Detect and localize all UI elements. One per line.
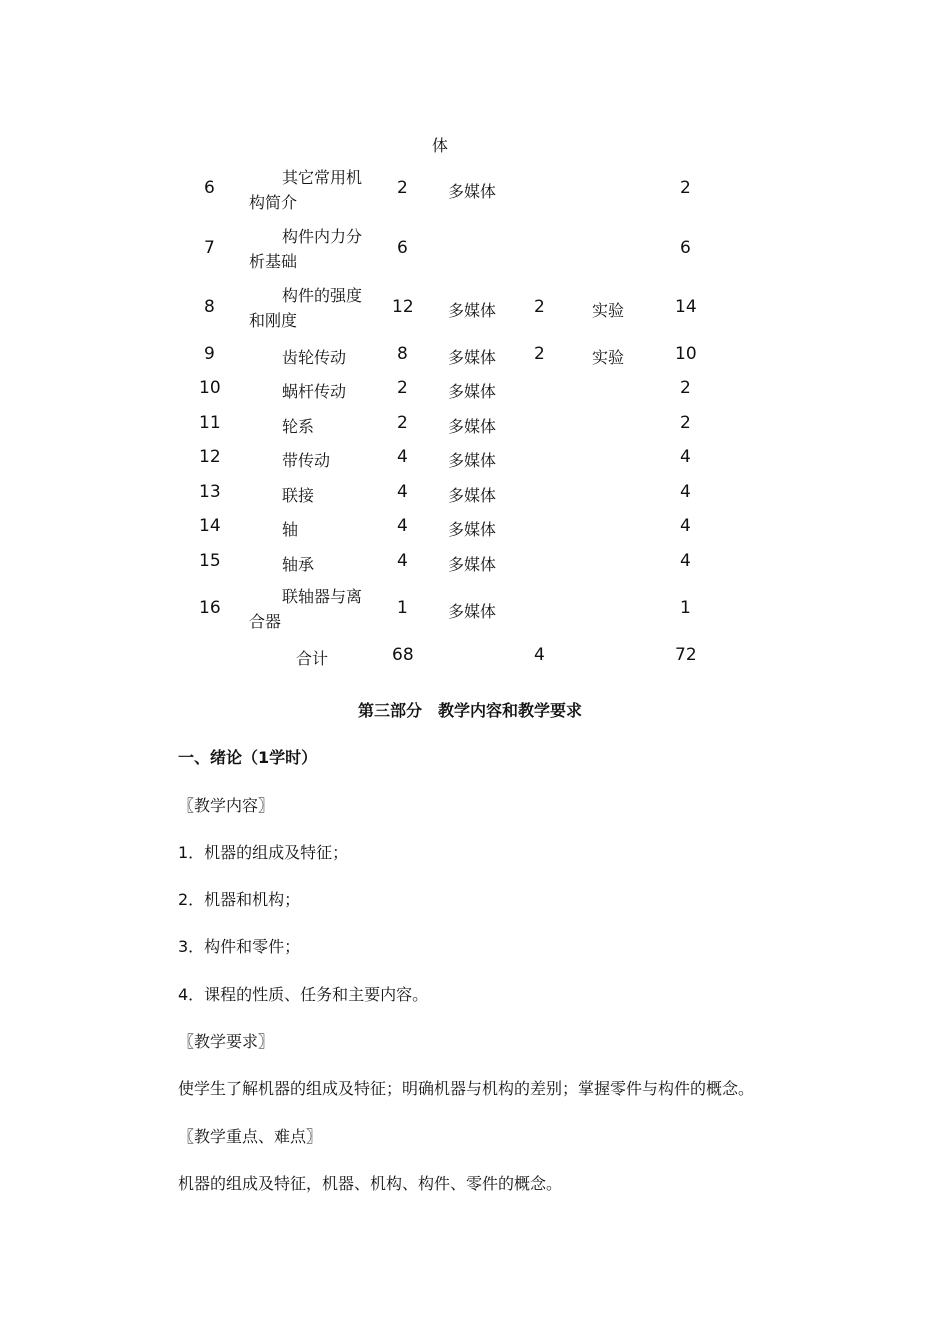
focus-label: 〖教学重点、难点〗 bbox=[178, 1127, 323, 1146]
row-name bbox=[249, 283, 362, 333]
row-number: 15 bbox=[199, 551, 221, 571]
row-practice-hours: 2 bbox=[534, 297, 545, 317]
row-number: 13 bbox=[199, 482, 221, 502]
row-theory-hours: 1 bbox=[397, 598, 408, 618]
row-name-line1: 构件的强度 bbox=[282, 286, 363, 305]
row-number: 10 bbox=[199, 378, 221, 398]
row-number: 16 bbox=[199, 598, 221, 618]
row-name-line2: 构简介 bbox=[249, 193, 298, 212]
row-practice-type: 实验 bbox=[592, 348, 625, 367]
row-name bbox=[249, 584, 362, 634]
row-practice-hours: 2 bbox=[534, 344, 545, 364]
row-method: 多媒体 bbox=[448, 520, 497, 539]
list-item: 3．构件和零件； bbox=[178, 937, 301, 956]
row-theory-hours: 4 bbox=[397, 482, 408, 502]
row-total: 4 bbox=[680, 482, 691, 502]
row-name: 轴承 bbox=[282, 555, 315, 574]
row-method: 多媒体 bbox=[448, 382, 497, 401]
row-theory-hours: 2 bbox=[397, 413, 408, 433]
summary-theory-hours: 68 bbox=[392, 645, 414, 665]
row-total: 4 bbox=[680, 551, 691, 571]
row-number: 6 bbox=[204, 178, 215, 198]
row-total: 2 bbox=[680, 378, 691, 398]
row-method: 多媒体 bbox=[448, 348, 497, 367]
row-number: 8 bbox=[204, 297, 215, 317]
row-theory-hours: 4 bbox=[397, 447, 408, 467]
row-theory-hours: 2 bbox=[397, 178, 408, 198]
row-name: 轮系 bbox=[282, 417, 315, 436]
section-title: 第三部分 教学内容和教学要求 bbox=[358, 701, 583, 720]
row-method: 多媒体 bbox=[448, 602, 497, 621]
row-name: 轴 bbox=[282, 520, 299, 539]
content-label: 〖教学内容〗 bbox=[178, 796, 275, 815]
row-name: 蜗杆传动 bbox=[282, 382, 347, 401]
row-theory-hours: 2 bbox=[397, 378, 408, 398]
row-method: 多媒体 bbox=[448, 301, 497, 320]
row-total: 10 bbox=[675, 344, 697, 364]
list-item: 4．课程的性质、任务和主要内容。 bbox=[178, 985, 429, 1004]
row-method: 多媒体 bbox=[448, 451, 497, 470]
row-number: 11 bbox=[199, 413, 221, 433]
row-name bbox=[249, 224, 362, 274]
row-method: 多媒体 bbox=[448, 417, 497, 436]
row-name: 带传动 bbox=[282, 451, 331, 470]
row-total: 2 bbox=[680, 413, 691, 433]
row-number: 14 bbox=[199, 516, 221, 536]
row-total: 6 bbox=[680, 238, 691, 258]
summary-total: 72 bbox=[675, 645, 697, 665]
row-name-line1: 其它常用机 bbox=[282, 168, 363, 187]
row-theory-hours: 12 bbox=[392, 297, 414, 317]
row-number: 12 bbox=[199, 447, 221, 467]
list-item: 1．机器的组成及特征； bbox=[178, 843, 349, 862]
row-name-line1: 构件内力分 bbox=[282, 227, 363, 246]
row-number: 9 bbox=[204, 344, 215, 364]
row-theory-hours: 4 bbox=[397, 516, 408, 536]
row-theory-hours: 6 bbox=[397, 238, 408, 258]
row-method: 多媒体 bbox=[448, 486, 497, 505]
row-total: 1 bbox=[680, 598, 691, 618]
summary-practice-hours: 4 bbox=[534, 645, 545, 665]
row-name-line2: 析基础 bbox=[249, 252, 298, 271]
row-name-line2: 和刚度 bbox=[249, 311, 298, 330]
row-theory-hours: 4 bbox=[397, 551, 408, 571]
row-name-line2: 合器 bbox=[249, 612, 282, 631]
chapter-heading: 一、绪论（1学时） bbox=[178, 748, 318, 767]
row-name bbox=[249, 165, 362, 215]
summary-label: 合计 bbox=[296, 649, 329, 668]
row-practice-type: 实验 bbox=[592, 301, 625, 320]
row-name: 联接 bbox=[282, 486, 315, 505]
row-total: 14 bbox=[675, 297, 697, 317]
row-total: 2 bbox=[680, 178, 691, 198]
requirement-label: 〖教学要求〗 bbox=[178, 1032, 275, 1051]
table-continuation-text: 体 bbox=[432, 136, 449, 155]
row-total: 4 bbox=[680, 447, 691, 467]
row-method: 多媒体 bbox=[448, 555, 497, 574]
row-total: 4 bbox=[680, 516, 691, 536]
row-method: 多媒体 bbox=[448, 182, 497, 201]
focus-text: 机器的组成及特征，机器、机构、构件、零件的概念。 bbox=[178, 1174, 563, 1193]
row-number: 7 bbox=[204, 238, 215, 258]
list-item: 2．机器和机构； bbox=[178, 890, 301, 909]
row-name-line1: 联轴器与离 bbox=[282, 587, 363, 606]
row-name: 齿轮传动 bbox=[282, 348, 347, 367]
row-theory-hours: 8 bbox=[397, 344, 408, 364]
requirement-text: 使学生了解机器的组成及特征；明确机器与机构的差别；掌握零件与构件的概念。 bbox=[178, 1079, 755, 1098]
